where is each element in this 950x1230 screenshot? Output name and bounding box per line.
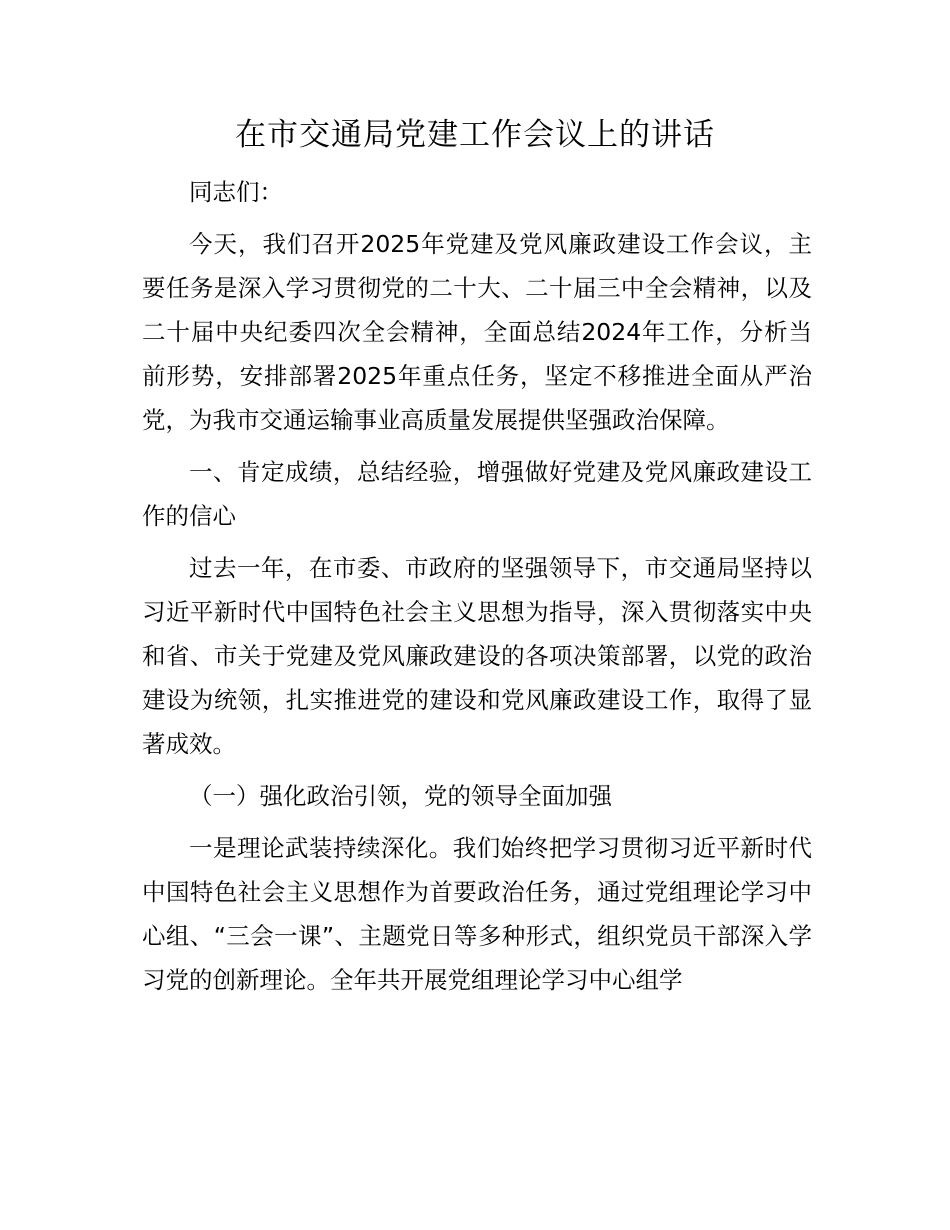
paragraph-achievements: 过去一年，在市委、市政府的坚强领导下，市交通局坚持以习近平新时代中国特色社会主义思想为指导，深入贯彻落实中央和省、市关于党建及党风廉政建设的各项决策部署，以党的政治建设为统领，扎实推进党的建设和党风廉政建设工作，取得了显著成效。 xyxy=(142,554,812,758)
paragraph-theory: 一是理论武装持续深化。我们始终把学习贯彻习近平新时代中国特色社会主义思想作为首要政治任务，通过党组理论学习中心组、“三会一课”、主题党日等多种形式，组织党员干部深入学习党的创新理论。全年共开展党组理论学习中心组学 xyxy=(142,834,812,994)
paragraph-intro: 今天，我们召开2025年党建及党风廉政建设工作会议，主要任务是深入学习贯彻党的二十大、二十届三中全会精神，以及二十届中央纪委四次全会精神，全面总结2024年工作，分析当前形势，安排部署2025年重点任务，坚定不移推进全面从严治党，为我市交通运输事业高质量发展提供坚强政治保障。 xyxy=(142,230,812,434)
section-heading-one: 一、肯定成绩，总结经验，增强做好党建及党风廉政建设工作的信心 xyxy=(142,458,812,530)
document-title: 在市交通局党建工作会议上的讲话 xyxy=(235,117,715,153)
subsection-heading-one: （一）强化政治引领，党的领导全面加强 xyxy=(189,782,612,810)
greeting: 同志们： xyxy=(189,178,283,206)
document-body xyxy=(142,170,812,1010)
